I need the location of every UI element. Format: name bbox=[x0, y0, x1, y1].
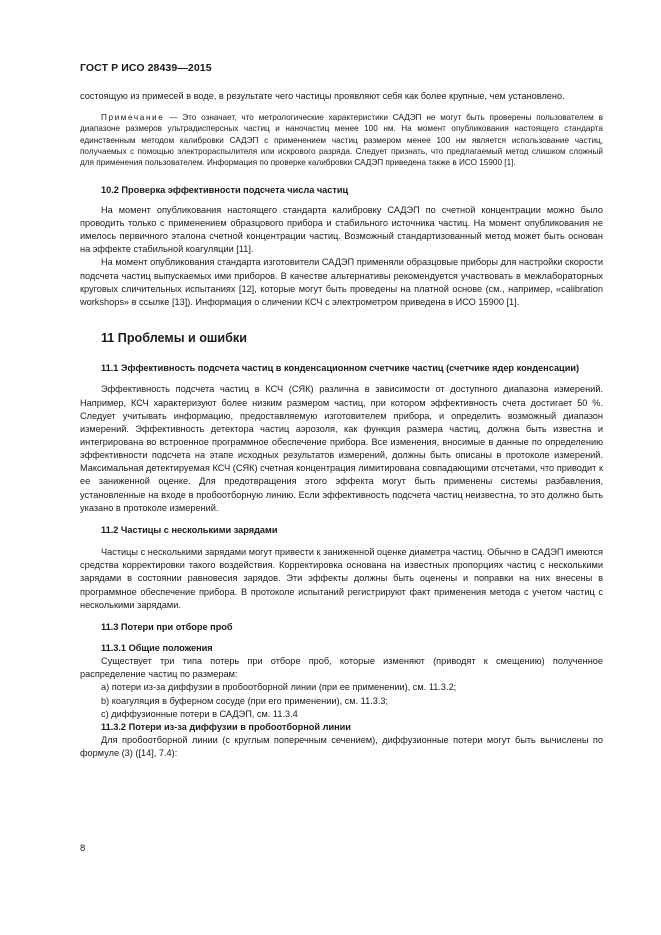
heading-10-2: 10.2 Проверка эффективности подсчета числа частиц bbox=[101, 184, 349, 195]
paragraph-10-2-a: На момент опубликования настоящего стандарта калибровку САДЭП по счетной концентрации можно было проводить только с применением образцового прибора и стабильного источника частиц. На момент опубликования не имелось первичного эталона счетной концентрации частиц. Возможный стандартизованный метод может быть основан на эффекте стабильной коагуляции [11]. bbox=[80, 204, 603, 255]
paragraph-11-2: Частицы с несколькими зарядами могут привести к заниженной оценке диаметра частиц. Обычно в САДЭП имеются средства корректировки такого воздействия. Корректировка основана на известных пропорциях частиц с несколькими зарядами в состоянии равновесия зарядов. Эти эффекты должны быть оценены и поправки на них внесены в программное обеспечение прибора. В протоколе испытаний регистрируют факт применения метода с учетом частиц с несколькими зарядами. bbox=[80, 547, 603, 610]
document-body bbox=[80, 90, 603, 760]
page-number: 8 bbox=[80, 843, 86, 854]
list-item-b: b) коагуляция в буферном сосуде (при его применении), см. 11.3.3; bbox=[101, 695, 389, 706]
paragraph-11-3-2: Для пробоотборной линии (с круглым поперечным сечением), диффузионные потери могут быть вычислены по формуле (3) ([14], 7.4): bbox=[80, 735, 603, 759]
heading-11-3: 11.3 Потери при отборе проб bbox=[101, 621, 233, 632]
paragraph-11-3-1: Существует три типа потерь при отборе проб, которые изменяют (приводят к смещению) полученное распределение частиц по размерам: bbox=[80, 656, 603, 680]
heading-11-3-2: 11.3.2 Потери из-за диффузии в пробоотборной линии bbox=[101, 721, 351, 732]
heading-11-3-1: 11.3.1 Общие положения bbox=[101, 643, 213, 654]
note-label: Примечание bbox=[101, 113, 165, 123]
paragraph-11-1: Эффективность подсчета частиц в КСЧ (СЯК) различна в зависимости от доступного диапазона измерений. Например, КСЧ характеризуют более низким размером частиц, при котором эффективность счета достигает 50 %. Следует учитывать информацию, предоставляемую изготовителем прибора, и определить возможный диапазон измерений. Эффективность детектора частиц аэрозоля, как функция размера частиц, должна быть известна и интегрирована во встроенное программное обеспечение прибора. Все изменения, вносимые в данные по определению эффективности подсчета на этапе исходных результатов измерений, должны быть описаны в протоколе измерений. Максимальная детектируемая КСЧ (СЯК) счетная концентрация лимитирована совпадающими отсчетами, что приводит к ее заниженной оценке. Для предотвращения этого эффекта могут быть применены системы разбавления, установленные на входе в пробоотборную линию. Если эффективность подсчета частиц неизвестна, то это должно быть указано в протоколе измерений. bbox=[80, 384, 603, 513]
paragraph-10-2-b: На момент опубликования стандарта изготовители САДЭП применяли образцовые приборы для настройки скорости подсчета частиц выпускаемых ими приборов. В качестве альтернативы рекомендуется участвовать в межлабораторных круговых сличительных испытаниях [12], которые могут быть проведены на платной основе (см., например, «calibration workshops» в ссылке [13]). Информация о сличении КСЧ с электрометром приведена в ИСО 15900 [1]. bbox=[80, 257, 603, 307]
list-item-a: a) потери из-за диффузии в пробоотборной линии (при ее применении), см. 11.3.2; bbox=[101, 682, 457, 693]
note-paragraph bbox=[80, 112, 603, 168]
heading-11: 11 Проблемы и ошибки bbox=[101, 331, 247, 346]
list-item-c: c) диффузионные потери в САДЭП, см. 11.3.4 bbox=[101, 708, 298, 719]
heading-11-1: 11.1 Эффективность подсчета частиц в конденсационном счетчике частиц (счетчике ядер конденсации) bbox=[101, 363, 580, 374]
note-text: — Это означает, что метрологические характеристики САДЭП не могут быть проверены пользователем в диапазоне размеров ультрадисперсных частиц и наночастиц менее 100 нм. На момент опубликования настоящего стандарта единственным методом калибровки САДЭП с применением частиц размером менее 100 нм является использование частиц, получаемых с помощью электрораспылителя или искрового разряда. Следует признать, что предлагаемый метод слишком сложный для применения пользователем. Информация по проверке калибровки САДЭП приведена также в ИСО 15900 [1]. bbox=[80, 113, 603, 168]
paragraph-intro: состоящую из примесей в воде, в результате чего частицы проявляют себя как более крупные, чем установлено. bbox=[80, 91, 565, 101]
document-header: ГОСТ Р ИСО 28439—2015 bbox=[80, 62, 212, 74]
heading-11-2: 11.2 Частицы с несколькими зарядами bbox=[101, 524, 278, 535]
